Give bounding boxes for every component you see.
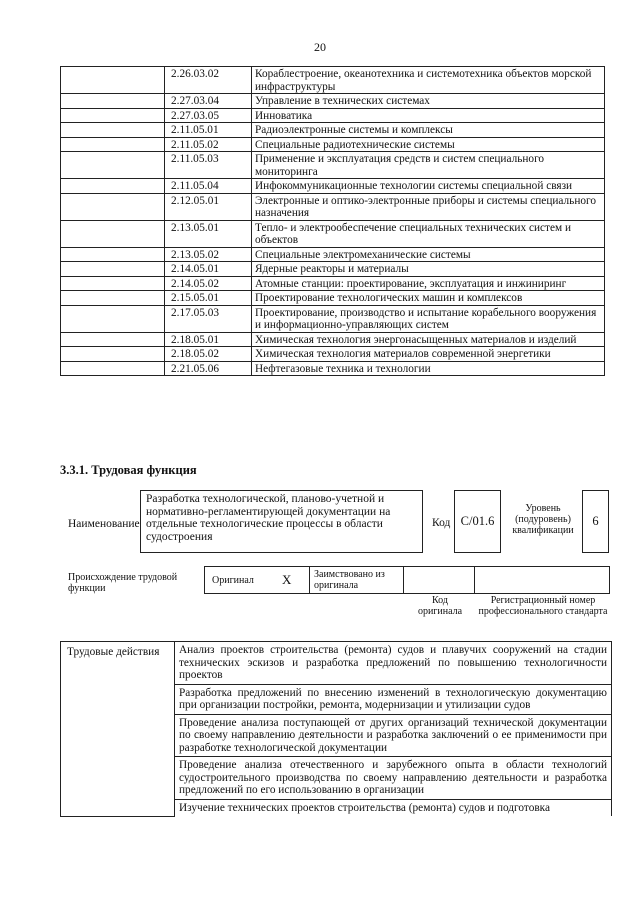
specialty-code: 2.13.05.02 [165, 247, 252, 262]
specialty-name: Кораблестроение, океанотехника и системотехника объектов морской инфраструктуры [252, 67, 605, 94]
level-box [582, 490, 609, 553]
specialty-name: Электронные и оптико-электронные приборы и системы специального назначения [252, 193, 605, 220]
specialty-name: Ядерные реакторы и материалы [252, 262, 605, 277]
level-label: Уровень (подуровень) квалификации [512, 503, 574, 536]
code-row [61, 220, 605, 247]
specialty-code: 2.11.05.03 [165, 152, 252, 179]
empty-cell [61, 137, 165, 152]
specialty-name: Инноватика [252, 108, 605, 123]
specialty-name: Проектирование технологических машин и комплексов [252, 291, 605, 306]
function-name-value: Разработка технологической, планово-учетной и нормативно-регламентирующей документации на отдельные технологические процессы в области судостроения [146, 493, 391, 543]
specialty-code: 2.18.05.01 [165, 332, 252, 347]
empty-cell [61, 291, 165, 306]
specialty-code: 2.27.03.05 [165, 108, 252, 123]
empty-cell [61, 108, 165, 123]
empty-cell [61, 305, 165, 332]
empty-cell [61, 67, 165, 94]
function-code-box [454, 490, 501, 553]
code-row [61, 137, 605, 152]
original-mark: X [282, 572, 292, 587]
action-item: Изучение технических проектов строительства (ремонта) судов и подготовка [175, 799, 612, 816]
code-row [61, 347, 605, 362]
action-item: Проведение анализа отечественного и зарубежного опыта в области технологий судостроительного производства по своему направлению деятельности и разработка предложений по его использованию в организации [175, 757, 612, 800]
empty-cell [61, 276, 165, 291]
specialty-codes-table [60, 66, 605, 376]
specialty-code: 2.11.05.04 [165, 179, 252, 194]
code-row [61, 291, 605, 306]
specialty-code: 2.14.05.02 [165, 276, 252, 291]
code-row [61, 247, 605, 262]
specialty-name: Химическая технология энергонасыщенных материалов и изделий [252, 332, 605, 347]
specialty-name: Радиоэлектронные системы и комплексы [252, 123, 605, 138]
empty-cell [61, 123, 165, 138]
empty-cell [61, 193, 165, 220]
action-row [61, 642, 612, 685]
code-row [61, 94, 605, 109]
empty-cell [61, 152, 165, 179]
specialty-code: 2.12.05.01 [165, 193, 252, 220]
code-row [61, 276, 605, 291]
specialty-name: Применение и эксплуатация средств и систем специального мониторинга [252, 152, 605, 179]
action-item: Проведение анализа поступающей от других организаций технической документации по своему направлению деятельности и разработка заключений о ее применимости при разработке технологической документации [175, 714, 612, 757]
empty-cell [61, 179, 165, 194]
borrowed-label: Заимствовано из оригинала [314, 569, 385, 591]
code-row [61, 332, 605, 347]
empty-cell [61, 262, 165, 277]
labor-actions-table [60, 641, 612, 817]
code-label: Код [432, 517, 451, 529]
specialty-code: 2.18.05.02 [165, 347, 252, 362]
origin-divider [403, 566, 404, 594]
specialty-name: Специальные радиотехнические системы [252, 137, 605, 152]
name-label: Наименование [68, 518, 140, 530]
specialty-name: Управление в технических системах [252, 94, 605, 109]
specialty-name: Нефтегазовые техника и технологии [252, 361, 605, 376]
code-row [61, 179, 605, 194]
action-item: Анализ проектов строительства (ремонта) судов и плавучих сооружений на стадии технических эскизов и разработка предложений по повышению технологичности проектов [175, 642, 612, 685]
specialty-name: Специальные электромеханические системы [252, 247, 605, 262]
origin-divider [309, 566, 310, 594]
specialty-code: 2.11.05.02 [165, 137, 252, 152]
code-row [61, 193, 605, 220]
code-row [61, 123, 605, 138]
specialty-name: Проектирование, производство и испытание корабельного вооружения и информационно-управляющих систем [252, 305, 605, 332]
specialty-code: 2.27.03.04 [165, 94, 252, 109]
specialty-code: 2.26.03.02 [165, 67, 252, 94]
specialty-code: 2.15.05.01 [165, 291, 252, 306]
empty-cell [61, 361, 165, 376]
original-label: Оригинал [212, 575, 254, 586]
code-row [61, 67, 605, 94]
code-row [61, 152, 605, 179]
empty-cell [61, 347, 165, 362]
function-name-box [140, 490, 423, 553]
empty-cell [61, 247, 165, 262]
specialty-name: Химическая технология материалов современной энергетики [252, 347, 605, 362]
empty-cell [61, 332, 165, 347]
reg-number-label: Регистрационный номер профессионального стандарта [478, 595, 608, 617]
page-number: 20 [314, 40, 326, 54]
origin-divider [474, 566, 475, 594]
section-title: 3.3.1. Трудовая функция [60, 463, 197, 477]
code-row [61, 305, 605, 332]
specialty-name: Инфокоммуникационные технологии системы специальной связи [252, 179, 605, 194]
actions-label: Трудовые действия [61, 642, 175, 817]
specialty-code: 2.21.05.06 [165, 361, 252, 376]
specialty-name: Атомные станции: проектирование, эксплуатация и инжиниринг [252, 276, 605, 291]
code-row [61, 108, 605, 123]
code-row [61, 262, 605, 277]
specialty-code: 2.11.05.01 [165, 123, 252, 138]
level-value: 6 [592, 514, 599, 528]
function-code-value: C/01.6 [460, 514, 495, 528]
action-item: Разработка предложений по внесению изменений в технологическую документацию при организации постройки, ремонта, модернизации и утилизации судов [175, 684, 612, 714]
empty-cell [61, 94, 165, 109]
code-original-label: Код оригинала [417, 595, 463, 617]
empty-cell [61, 220, 165, 247]
origin-label: Происхождение трудовой функции [68, 572, 178, 594]
specialty-code: 2.13.05.01 [165, 220, 252, 247]
code-row [61, 361, 605, 376]
specialty-name: Тепло- и электрообеспечение специальных технических систем и объектов [252, 220, 605, 247]
origin-row [204, 566, 610, 594]
specialty-code: 2.17.05.03 [165, 305, 252, 332]
specialty-code: 2.14.05.01 [165, 262, 252, 277]
